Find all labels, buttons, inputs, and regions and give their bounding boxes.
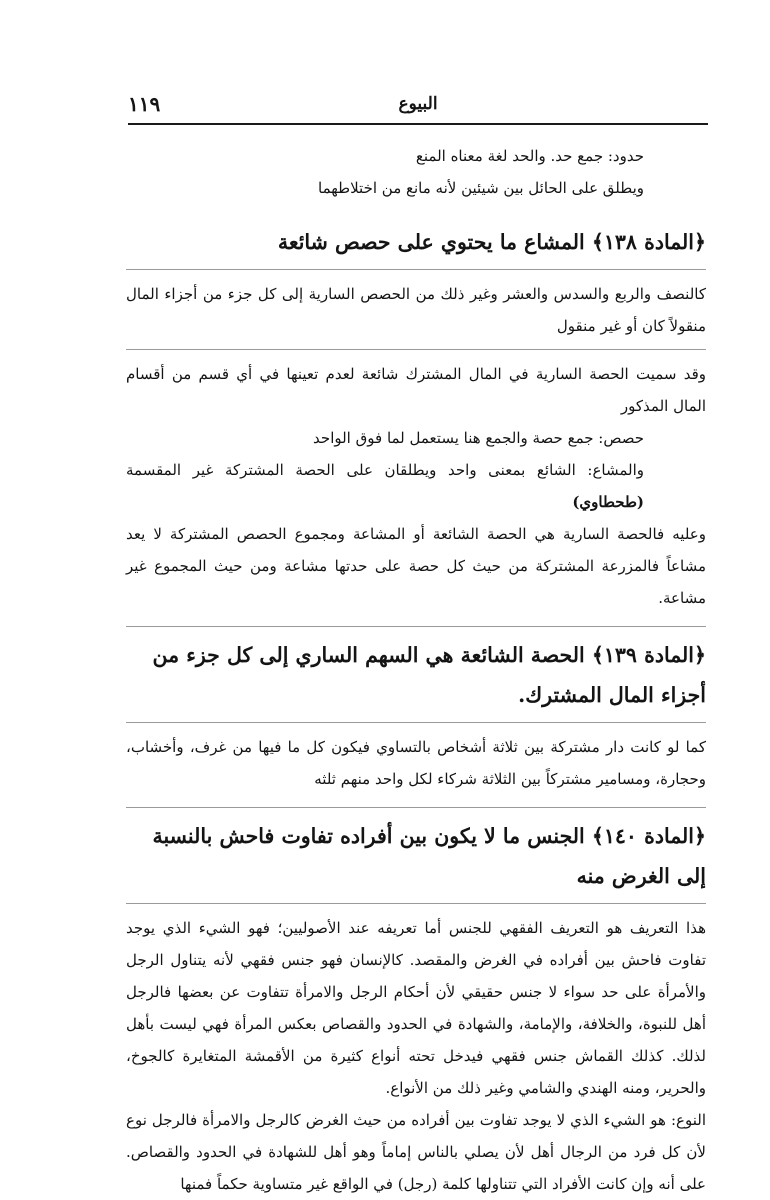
article-138-paragraph: كالنصف والربع والسدس والعشر وغير ذلك من الحصص السارية إلى كل جزء من أجزاء المال منقولاً كان أو غير منقول (126, 285, 706, 335)
section-divider (126, 722, 706, 723)
article-140-title: ﴿المادة ١٤٠﴾ الجنس ما لا يكون بين أفراده تفاوت فاحش بالنسبة إلى الغرض منه (152, 824, 706, 888)
article-138-paragraph: وعليه فالحصة السارية هي الحصة الشائعة أو المشاعة ومجموع الحصص المشتركة لا يعد مشاعاً فالمزرعة المشتركة من حيث كل حصة على حدتها مشاعة ومن حيث المجموع غير مشاعة. (126, 525, 706, 607)
definition-line: ويطلق على الحائل بين شيئين لأنه مانع من اختلاطهما (318, 179, 644, 197)
article-138-title: ﴿المادة ١٣٨﴾ المشاع ما يحتوي على حصص شائعة (277, 230, 706, 254)
article-139-title: ﴿المادة ١٣٩﴾ الحصة الشائعة هي السهم الساري إلى كل جزء من أجزاء المال المشترك. (152, 643, 706, 707)
source-citation: (طحطاوي) (572, 493, 644, 511)
definition-text: والمشاع: الشائع بمعنى واحد ويطلقان على الحصة المشتركة غير المقسمة (126, 461, 644, 479)
section-divider (126, 807, 706, 808)
header-rule (128, 123, 708, 125)
definition-line: حصص: جمع حصة والجمع هنا يستعمل لما فوق الواحد (313, 429, 644, 447)
article-140-paragraph: هذا التعريف هو التعريف الفقهي للجنس أما تعريفه عند الأصوليين؛ فهو الشيء الذي يوجد تفاوت فاحش بين أفراده في الغرض والمقصد. كالإنسان فهو جنس فقهي لأنه يتناول الرجل والأمرأة على حد سواء لا جنس حقيقي لأن أحكام الرجل والامرأة تتفاوت عن بعضها فالرجل أهل للنبوة، والخلافة، والإمامة، والشهادة في الحدود والقصاص بعكس المرأة فهي ليست بأهل لذلك. كذلك القماش جنس فقهي فيدخل تحته أنواع كثيرة من الأقمشة المتغايرة كالجوخ، والحرير، ومنه الهندي والشامي وغير ذلك من الأنواع. (126, 919, 706, 1097)
article-139-paragraph: كما لو كانت دار مشتركة بين ثلاثة أشخاص بالتساوي فيكون كل ما فيها من غرف، وأخشاب، وحجارة، ومسامير مشتركاً بين الثلاثة شركاء لكل واحد منهم ثلثه (126, 738, 706, 788)
definition-line: حدود: جمع حد. والحد لغة معناه المنع (415, 147, 644, 165)
section-divider (126, 626, 706, 627)
page-number: ١١٩ (128, 92, 161, 116)
article-140-paragraph: النوع: هو الشيء الذي لا يوجد تفاوت بين أفراده من حيث الغرض كالرجل والامرأة فالرجل نوع لأن كل فرد من الرجال أهل لأن يصلي بالناس إماماً وهو أهل للشهادة في الحدود والقصاص. على أنه وإن كانت الأفراد التي تتناولها كلمة (رجل) في الواقع غير متساوية حكماً فمنها (126, 1111, 706, 1193)
article-138-paragraph: وقد سميت الحصة السارية في المال المشترك شائعة لعدم تعينها في أي قسم من أقسام المال المذكور (126, 365, 706, 415)
page-body (126, 140, 706, 1200)
definition-line (126, 454, 706, 518)
page-header (128, 86, 708, 122)
section-divider (126, 903, 706, 904)
chapter-title: البيوع (398, 94, 438, 114)
section-divider (126, 349, 706, 350)
section-divider (126, 269, 706, 270)
